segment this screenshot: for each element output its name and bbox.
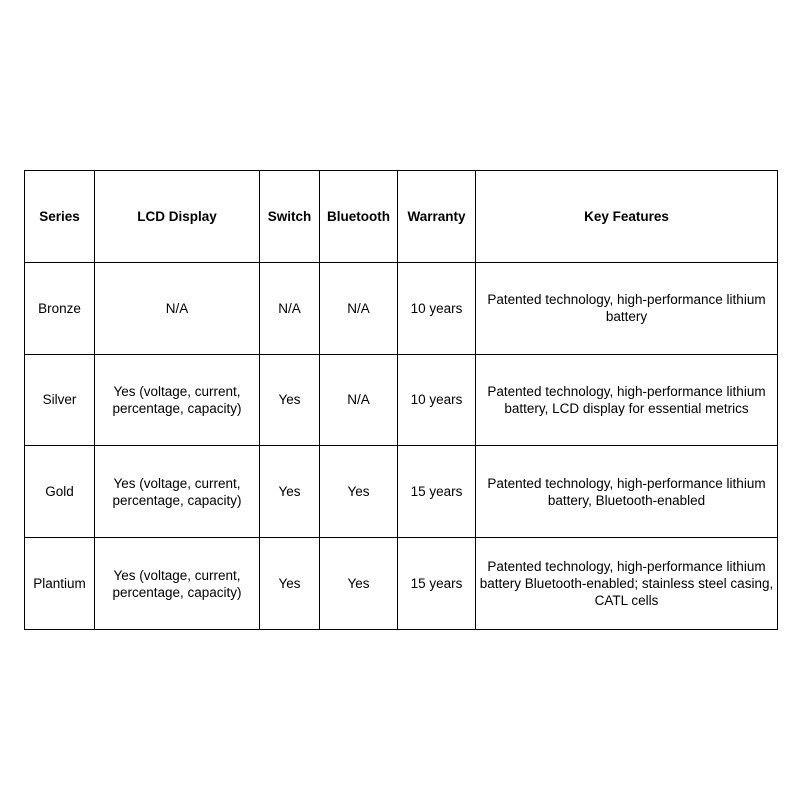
cell-series: Silver [25,354,95,446]
cell-warranty: 15 years [398,446,476,538]
cell-switch: Yes [260,446,320,538]
header-switch: Switch [260,171,320,263]
cell-lcd-display: N/A [95,262,260,354]
header-series: Series [25,171,95,263]
cell-key-features: Patented technology, high-performance lithium battery, Bluetooth-enabled [476,446,778,538]
cell-switch: Yes [260,538,320,630]
cell-lcd-display: Yes (voltage, current, percentage, capacity) [95,446,260,538]
cell-key-features: Patented technology, high-performance lithium battery, LCD display for essential metrics [476,354,778,446]
table-row [25,262,778,354]
cell-switch: Yes [260,354,320,446]
header-warranty: Warranty [398,171,476,263]
cell-lcd-display: Yes (voltage, current, percentage, capacity) [95,538,260,630]
cell-bluetooth: N/A [320,262,398,354]
cell-warranty: 10 years [398,354,476,446]
cell-lcd-display: Yes (voltage, current, percentage, capacity) [95,354,260,446]
cell-series: Gold [25,446,95,538]
header-bluetooth: Bluetooth [320,171,398,263]
table-row [25,538,778,630]
table-row [25,446,778,538]
cell-key-features: Patented technology, high-performance lithium battery [476,262,778,354]
cell-key-features: Patented technology, high-performance lithium battery Bluetooth-enabled; stainless steel casing, CATL cells [476,538,778,630]
header-row [25,171,778,263]
table-row [25,354,778,446]
cell-bluetooth: Yes [320,446,398,538]
cell-series: Bronze [25,262,95,354]
cell-bluetooth: N/A [320,354,398,446]
header-lcd-display: LCD Display [95,171,260,263]
cell-series: Plantium [25,538,95,630]
cell-warranty: 10 years [398,262,476,354]
header-key-features: Key Features [476,171,778,263]
cell-switch: N/A [260,262,320,354]
cell-bluetooth: Yes [320,538,398,630]
cell-warranty: 15 years [398,538,476,630]
battery-series-table [24,170,778,630]
